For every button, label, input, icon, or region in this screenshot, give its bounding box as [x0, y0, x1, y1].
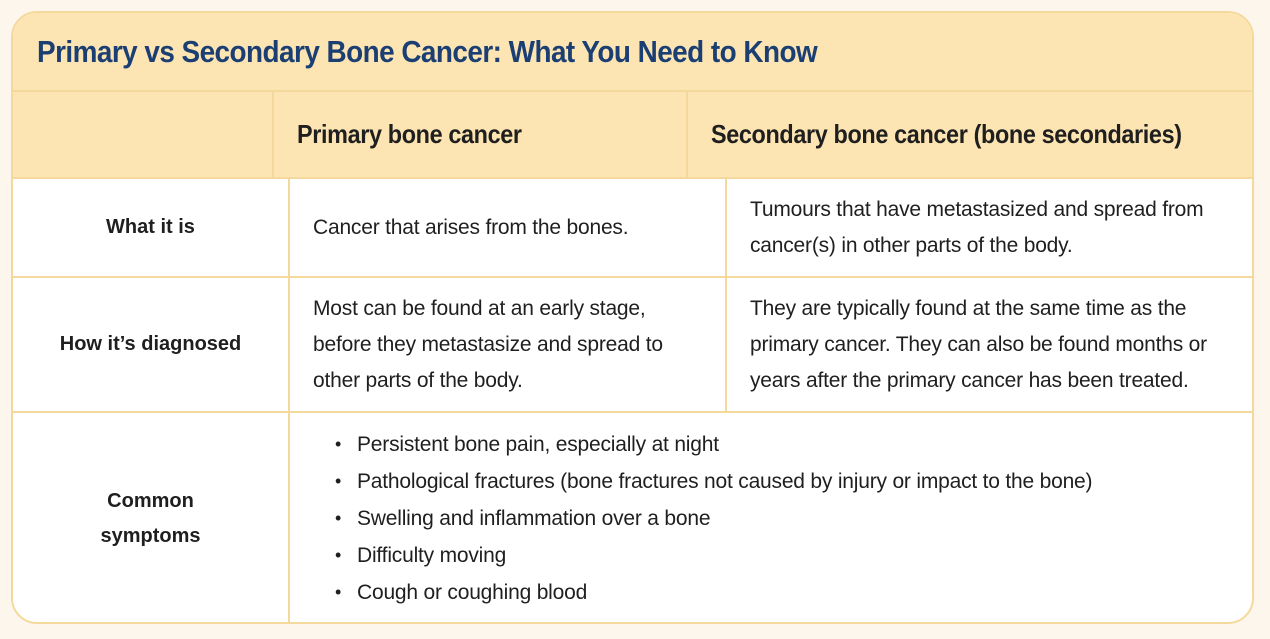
row-label-how-diagnosed: How it’s diagnosed [59, 333, 242, 355]
comparison-table [13, 92, 1252, 624]
row-label-common-symptoms: Common symptoms [100, 489, 201, 547]
how-primary-text: Most can be found at an early stage, before they metastasize and spread to other parts of the body. [313, 296, 663, 392]
list-item [335, 500, 1092, 537]
how-secondary-text: They are typically found at the same time as the primary cancer. They can also be found months or years after the primary cancer has been treated. [750, 296, 1207, 392]
header-primary-cell [274, 92, 688, 177]
secondary-cell [727, 179, 1252, 276]
bullet-icon: • [335, 508, 342, 528]
symptom-text: Pathological fractures (bone fractures not caused by injury or impact to the bone) [357, 470, 1093, 493]
list-item [335, 574, 1092, 611]
comparison-card [11, 11, 1254, 624]
secondary-cell [727, 278, 1252, 411]
column-header-primary: Primary bone cancer [296, 119, 522, 149]
bullet-icon: • [335, 545, 342, 565]
symptoms-cell [290, 413, 1252, 624]
list-item [335, 537, 1092, 574]
symptom-text: Difficulty moving [357, 544, 507, 567]
column-header-secondary: Secondary bone cancer (bone secondaries) [711, 119, 1182, 149]
primary-cell [290, 179, 727, 276]
row-label-what-it-is: What it is [106, 216, 195, 238]
symptom-text: Persistent bone pain, especially at night [357, 433, 719, 456]
list-item [335, 463, 1092, 500]
what-secondary-text: Tumours that have metastasized and spread from cancer(s) in other parts of the body. [750, 197, 1204, 257]
table-row [13, 179, 1252, 278]
bullet-icon: • [335, 434, 342, 454]
what-primary-text: Cancer that arises from the bones. [313, 215, 629, 239]
page-title: Primary vs Secondary Bone Cancer: What You Need to Know [37, 33, 818, 69]
symptoms-list [335, 426, 1092, 611]
row-label-cell [13, 179, 290, 276]
symptom-text: Cough or coughing blood [357, 581, 588, 604]
row-label-cell [13, 278, 290, 411]
header-secondary-cell [688, 92, 1252, 177]
row-label-cell [13, 413, 290, 624]
table-row [13, 278, 1252, 413]
bullet-icon: • [335, 582, 342, 602]
table-header-row [13, 92, 1252, 179]
list-item [335, 426, 1092, 463]
bullet-icon: • [335, 471, 342, 491]
table-row [13, 413, 1252, 624]
header-empty-cell [13, 92, 274, 177]
symptom-text: Swelling and inflammation over a bone [357, 507, 711, 530]
title-bar [13, 13, 1252, 92]
primary-cell [290, 278, 727, 411]
